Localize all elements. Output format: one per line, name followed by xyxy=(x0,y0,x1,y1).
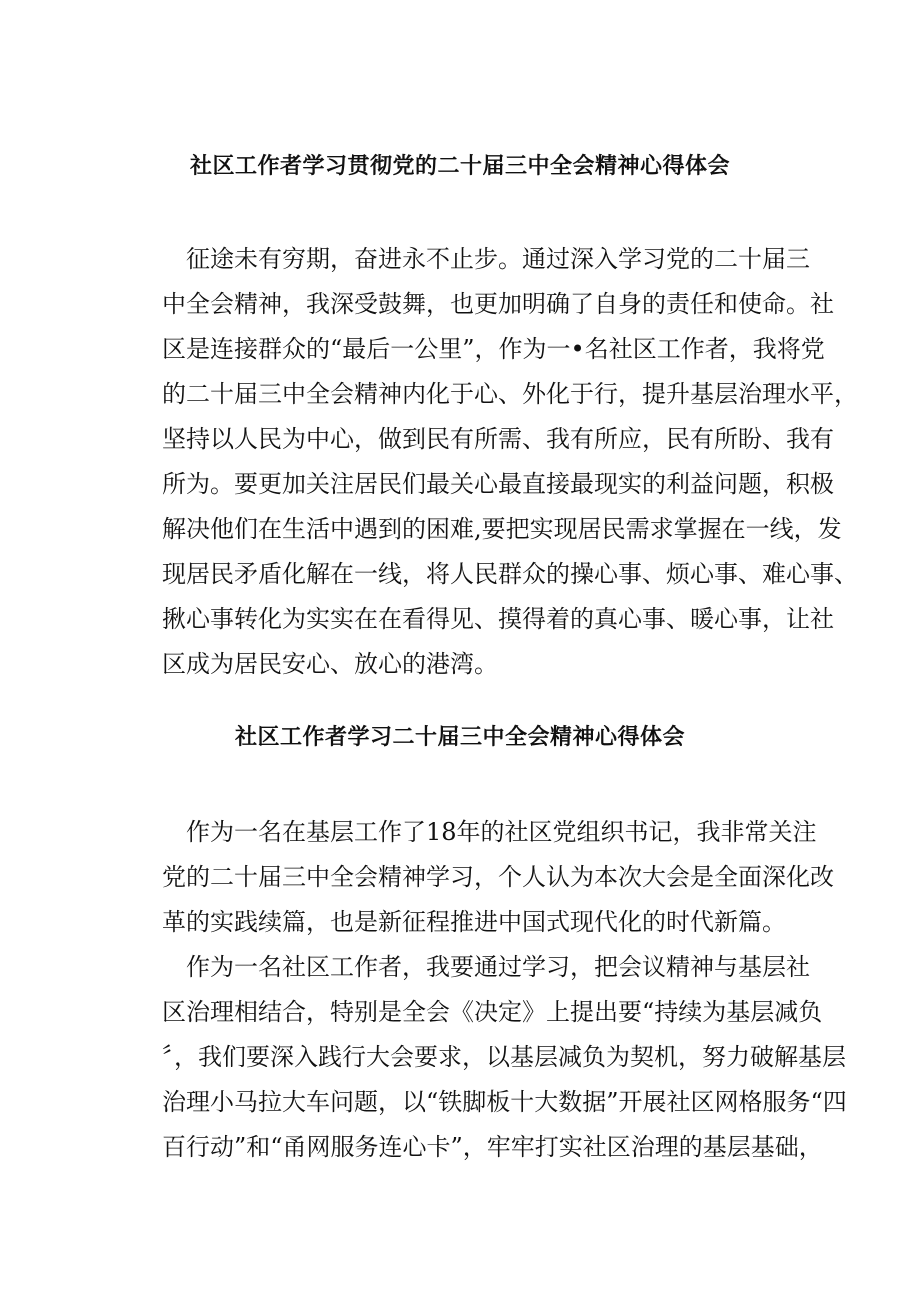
paragraph-line: 〞，我们要深入践行大会要求，以基层减负为契机，努力破解基层 xyxy=(162,1043,846,1071)
paragraph-line: 革的实践续篇，也是新征程推进中国式现代化的时代新篇。 xyxy=(162,908,786,936)
paragraph-line: 百行动”和“甬网服务连心卡”，牢牢打实社区治理的基层基础， xyxy=(162,1133,823,1161)
paragraph-line: 揪心事转化为实实在在看得见、摸得着的真心事、暖心事，让社 xyxy=(162,605,834,633)
paragraph xyxy=(162,810,834,945)
paragraph-line: 现居民矛盾化解在一线，将人民群众的操心事、烦心事、难心事、 xyxy=(162,560,858,588)
paragraph-line: 坚持以人民为中心，做到民有所需、我有所应，民有所盼、我有 xyxy=(162,425,834,453)
paragraph xyxy=(162,945,847,1170)
paragraph-line: 所为。要更加关注居民们最关心最直接最现实的利益问题，积极 xyxy=(162,470,834,498)
paragraph-line: 的二十届三中全会精神内化于心、外化于行，提升基层治理水平， xyxy=(162,380,858,408)
paragraph-line: 区治理相结合，特别是全会《决定》上提出要“持续为基层减负 xyxy=(162,998,823,1026)
paragraph-line: 作为一名在基层工作了18年的社区党组织书记，我非常关注 xyxy=(186,818,817,846)
paragraph-line: 中全会精神，我深受鼓舞，也更加明确了自身的责任和使命。社 xyxy=(162,290,834,318)
paragraph-line: 区成为居民安心、放心的港湾。 xyxy=(162,650,498,678)
paragraph-line: 党的二十届三中全会精神学习，个人认为本次大会是全面深化改 xyxy=(162,863,834,891)
paragraph-line: 解决他们在生活中遇到的困难,要把实现居民需求掌握在一线，发 xyxy=(162,515,842,543)
section-title: 社区工作者学习二十届三中全会精神心得体会 xyxy=(234,725,685,750)
paragraph-line: 作为一名社区工作者，我要通过学习，把会议精神与基层社 xyxy=(186,953,810,981)
paragraph-line: 治理小马拉大车问题，以“铁脚板十大数据”开展社区网格服务“四 xyxy=(162,1088,847,1116)
paragraph-line: 区是连接群众的“最后一公里”，作为一•名社区工作者，我将党 xyxy=(162,335,825,363)
paragraph xyxy=(162,237,858,687)
section-title: 社区工作者学习贯彻党的二十届三中全会精神心得体会 xyxy=(189,154,730,179)
paragraph-line: 征途未有穷期，奋进永不止步。通过深入学习党的二十届三 xyxy=(186,245,810,273)
